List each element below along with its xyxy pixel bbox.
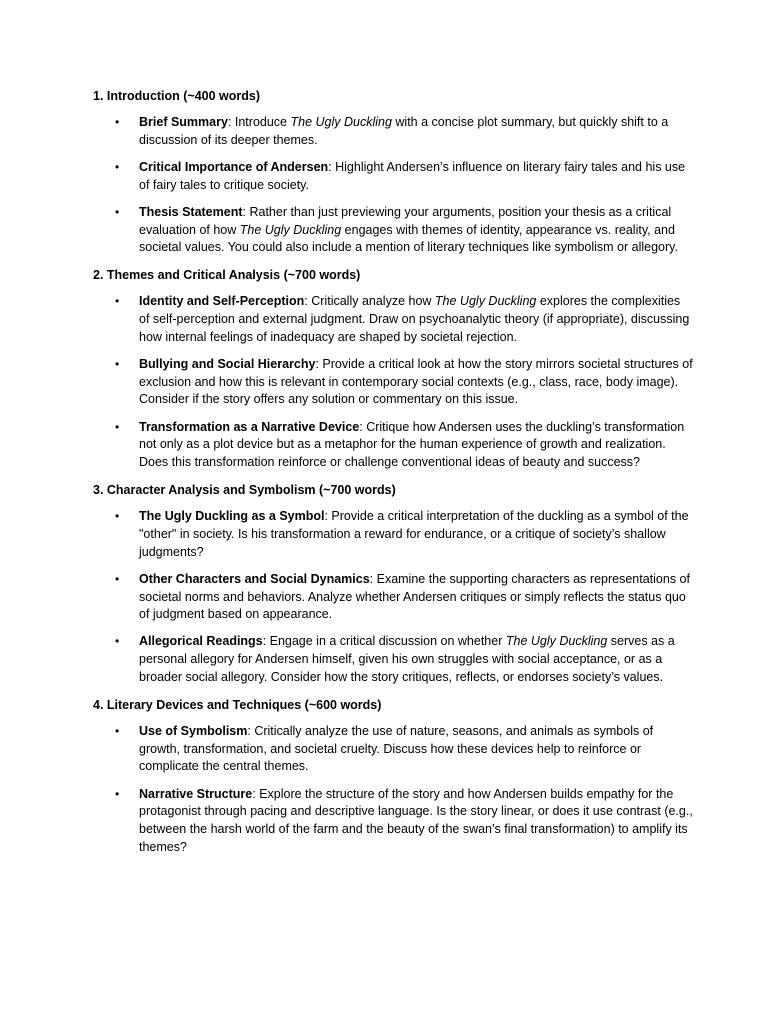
section-introduction (93, 87, 693, 257)
bullet-icon: • (115, 724, 120, 739)
item-label: Transformation as a Narrative Device (139, 419, 360, 434)
item-text: : Critically analyze the use of nature, seasons, and animals as symbols of growth, transformation, and societal cruelty. Discuss how these devices help to reinforce or complicate the central themes. (139, 724, 654, 774)
list-item (93, 159, 693, 194)
list-item (93, 571, 693, 624)
section-heading: 1. Introduction (~400 words) (93, 89, 261, 103)
item-text: : Explore the structure of the story and how Andersen builds empathy for the protagonist through pacing and descriptive language. Is the story linear, or does it use contrast (e.g., between the harsh world of the farm and the beauty of the swan’s final transformation) to amplify its themes? (139, 786, 693, 854)
item-text: : Introduce (227, 115, 291, 129)
item-text: : Critically analyze how (304, 294, 435, 309)
item-label: Thesis Statement (139, 204, 243, 219)
bullet-icon: • (115, 294, 120, 309)
bullet-icon: • (115, 115, 120, 129)
bullet-list (93, 723, 693, 856)
item-label: Narrative Structure (139, 786, 253, 801)
book-title: The Ugly Duckling (505, 634, 608, 649)
book-title: The Ugly Duckling (290, 115, 392, 129)
section-heading: 2. Themes and Critical Analysis (~700 words) (93, 268, 361, 283)
list-item (93, 786, 693, 857)
item-text: : Engage in a critical discussion on whether (262, 634, 506, 649)
item-text: : Provide a critical interpretation of the duckling as a symbol of the "other" in society. Is his transformation a reward for endurance, or a critique of society’s shallow judgments? (139, 509, 689, 559)
list-item (93, 633, 693, 686)
item-label: Bullying and Social Hierarchy (139, 357, 316, 372)
item-text: : Critique how Andersen uses the duckling’s transformation not only as a plot device but as a metaphor for the human experience of growth and realization. Does this transformation reinforce or challenge conventional ideas of beauty and success? (139, 419, 685, 470)
item-text: : Highlight Andersen’s influence on literary fairy tales and his use of fairy tales to critique society. (139, 159, 686, 192)
item-label: Brief Summary (139, 115, 228, 129)
bullet-list (93, 293, 693, 471)
bullet-icon: • (115, 159, 120, 174)
bullet-icon: • (115, 634, 120, 649)
item-label: Use of Symbolism (139, 724, 248, 739)
list-item (93, 419, 693, 472)
item-label: Critical Importance of Andersen (139, 159, 329, 174)
item-text: : Examine the supporting characters as representations of societal norms and behaviors. Analyze whether Andersen critiques or simply reflects the status quo of judgment based on appearance. (139, 571, 690, 622)
section-heading: 4. Literary Devices and Techniques (~600 words) (93, 698, 382, 713)
list-item (93, 723, 693, 776)
item-text: explores the complexities of self-perception and external judgment. Draw on psychoanalytic theory (if appropriate), discussing how internal feelings of inadequacy are shaped by societal rejection. (139, 294, 690, 344)
bullet-icon: • (115, 204, 120, 219)
list-item (93, 293, 693, 346)
item-label: Identity and Self-Perception (139, 294, 305, 309)
item-label: The Ugly Duckling as a Symbol (139, 509, 325, 524)
item-text: with a concise plot summary, but quickly shift to a discussion of its deeper themes. (139, 115, 669, 147)
section-themes (93, 266, 693, 471)
bullet-icon: • (115, 357, 120, 372)
list-item (93, 508, 693, 561)
list-item (93, 114, 693, 149)
section-literary-devices (93, 696, 693, 856)
bullet-icon: • (115, 419, 120, 434)
section-heading: 3. Character Analysis and Symbolism (~700 words) (93, 483, 396, 498)
book-title: The Ugly Duckling (434, 294, 537, 309)
item-text: serves as a personal allegory for Andersen himself, given his own struggles with social acceptance, or as a broader social allegory. Consider how the story critiques, reflects, or endorses society’s values. (139, 634, 675, 684)
item-text: : Provide a critical look at how the story mirrors societal structures of exclusion and how this is relevant in contemporary social contexts (e.g., class, race, body image). Consider if the story offers any solution or commentary on this issue. (139, 357, 693, 407)
bullet-list (93, 114, 693, 257)
bullet-icon: • (115, 509, 120, 524)
document-page (93, 87, 693, 866)
list-item (93, 204, 693, 257)
item-text: engages with themes of identity, appearance vs. reality, and societal values. You could also include a mention of literary techniques like symbolism or allegory. (139, 222, 678, 255)
bullet-icon: • (115, 786, 120, 801)
item-label: Allegorical Readings (139, 634, 263, 649)
bullet-icon: • (115, 571, 120, 586)
section-character-analysis (93, 481, 693, 686)
item-text: : Rather than just previewing your arguments, position your thesis as a critical evaluation of how (139, 204, 672, 237)
bullet-list (93, 508, 693, 686)
book-title: The Ugly Duckling (239, 222, 342, 237)
list-item (93, 356, 693, 409)
item-label: Other Characters and Social Dynamics (139, 571, 370, 586)
